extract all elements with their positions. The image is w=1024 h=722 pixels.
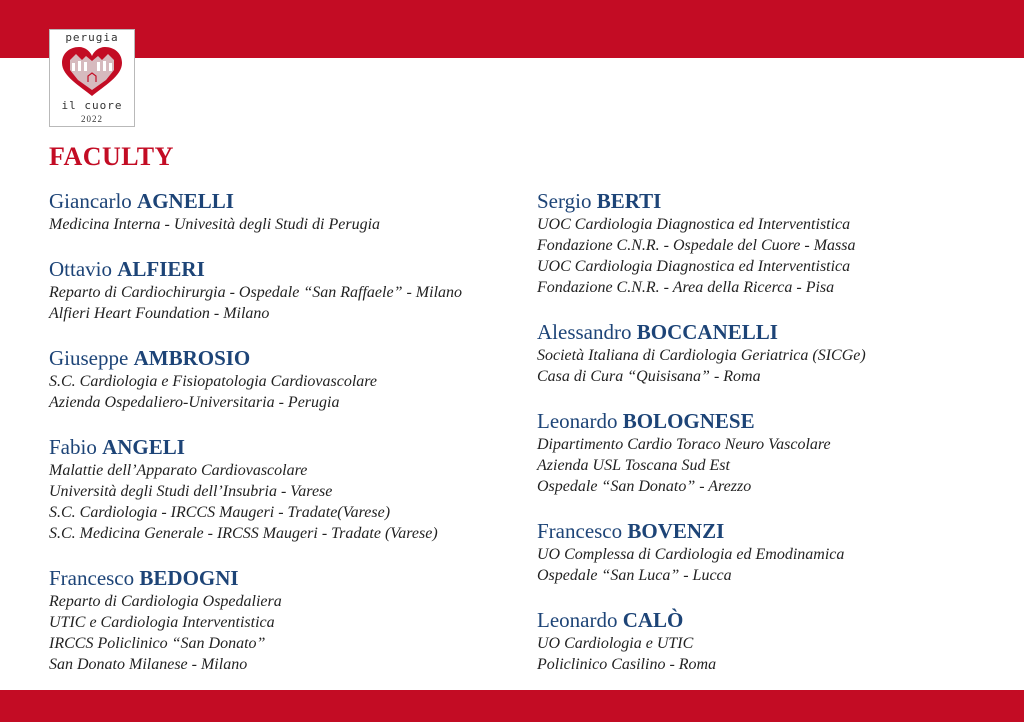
- first-name: Sergio: [537, 189, 592, 213]
- faculty-name: [537, 518, 1007, 544]
- surname: BEDOGNI: [139, 566, 239, 590]
- surname: AMBROSIO: [133, 346, 251, 370]
- affiliation-line: Policlinico Casilino - Roma: [537, 656, 717, 673]
- faculty-entry: [537, 408, 1007, 497]
- surname: ANGELI: [102, 435, 185, 459]
- faculty-right-column: [537, 188, 1007, 675]
- faculty-name: [537, 188, 1007, 214]
- surname: AGNELLI: [137, 189, 234, 213]
- affiliation-line: Fondazione C.N.R. - Ospedale del Cuore - Massa: [537, 237, 856, 254]
- affiliation-line: San Donato Milanese - Milano: [49, 656, 248, 673]
- affiliation-line: Azienda Ospedaliero-Universitaria - Perugia: [49, 394, 340, 411]
- affiliation-line: Società Italiana di Cardiologia Geriatrica (SICGe): [537, 347, 866, 364]
- logo-year: 2022: [81, 114, 103, 124]
- faculty-name: [49, 188, 519, 214]
- first-name: Leonardo: [537, 608, 618, 632]
- first-name: Fabio: [49, 435, 97, 459]
- affiliation-line: IRCCS Policlinico “San Donato”: [49, 635, 266, 652]
- faculty-entry: [49, 434, 519, 544]
- faculty-name: [537, 607, 1007, 633]
- faculty-entry: [537, 319, 1007, 387]
- logo-bottom-text: il cuore: [61, 99, 123, 112]
- surname: CALÒ: [622, 608, 684, 632]
- faculty-name: [49, 434, 519, 460]
- faculty-name: [537, 319, 1007, 345]
- faculty-entry: [537, 518, 1007, 586]
- bottom-red-band: [0, 690, 1024, 722]
- faculty-entry: [49, 565, 519, 675]
- affiliation-line: UO Cardiologia e UTIC: [537, 635, 694, 652]
- faculty-name: [49, 345, 519, 371]
- affiliation-line: Malattie dell’Apparato Cardiovascolare: [49, 462, 308, 479]
- section-title: FACULTY: [49, 142, 174, 171]
- affiliation-line: Casa di Cura “Quisisana” - Roma: [537, 368, 761, 385]
- affiliation-line: Azienda USL Toscana Sud Est: [537, 457, 730, 474]
- first-name: Francesco: [49, 566, 135, 590]
- event-logo: [49, 29, 135, 127]
- top-red-band: [0, 0, 1024, 58]
- affiliation-line: Ospedale “San Luca” - Lucca: [537, 567, 732, 584]
- first-name: Giancarlo: [49, 189, 132, 213]
- faculty-entry: [49, 345, 519, 413]
- first-name: Leonardo: [537, 409, 618, 433]
- first-name: Giuseppe: [49, 346, 129, 370]
- affiliation-line: Reparto di Cardiologia Ospedaliera: [49, 593, 282, 610]
- faculty-entry: [537, 607, 1007, 675]
- affiliation-line: UTIC e Cardiologia Interventistica: [49, 614, 275, 631]
- affiliation-line: UOC Cardiologia Diagnostica ed Interventistica: [537, 216, 851, 233]
- affiliation-line: UO Complessa di Cardiologia ed Emodinamica: [537, 546, 845, 563]
- affiliation-line: Dipartimento Cardio Toraco Neuro Vascolare: [537, 436, 831, 453]
- surname: ALFIERI: [117, 257, 205, 281]
- affiliation-line: Medicina Interna - Univesità degli Studi di Perugia: [49, 216, 381, 233]
- faculty-left-column: [49, 188, 519, 675]
- affiliation-line: Reparto di Cardiochirurgia - Ospedale “San Raffaele” - Milano: [49, 284, 463, 301]
- affiliation-line: Università degli Studi dell’Insubria - Varese: [49, 483, 333, 500]
- first-name: Ottavio: [49, 257, 112, 281]
- affiliation-line: Ospedale “San Donato” - Arezzo: [537, 478, 752, 495]
- faculty-name: [49, 565, 519, 591]
- faculty-entry: [49, 188, 519, 235]
- affiliation-line: Alfieri Heart Foundation - Milano: [49, 305, 270, 322]
- affiliation-line: S.C. Cardiologia - IRCCS Maugeri - Tradate(Varese): [49, 504, 391, 521]
- faculty-entry: [49, 256, 519, 324]
- first-name: Alessandro: [537, 320, 632, 344]
- affiliation-line: Fondazione C.N.R. - Area della Ricerca - Pisa: [537, 279, 835, 296]
- surname: BOLOGNESE: [622, 409, 755, 433]
- logo-top-text: perugia: [65, 31, 119, 44]
- surname: BERTI: [596, 189, 662, 213]
- surname: BOCCANELLI: [636, 320, 778, 344]
- faculty-name: [49, 256, 519, 282]
- first-name: Francesco: [537, 519, 623, 543]
- faculty-entry: [537, 188, 1007, 298]
- affiliation-line: S.C. Medicina Generale - IRCSS Maugeri - Tradate (Varese): [49, 525, 438, 542]
- surname: BOVENZI: [627, 519, 725, 543]
- affiliation-line: UOC Cardiologia Diagnostica ed Interventistica: [537, 258, 851, 275]
- affiliation-line: S.C. Cardiologia e Fisiopatologia Cardiovascolare: [49, 373, 377, 390]
- faculty-name: [537, 408, 1007, 434]
